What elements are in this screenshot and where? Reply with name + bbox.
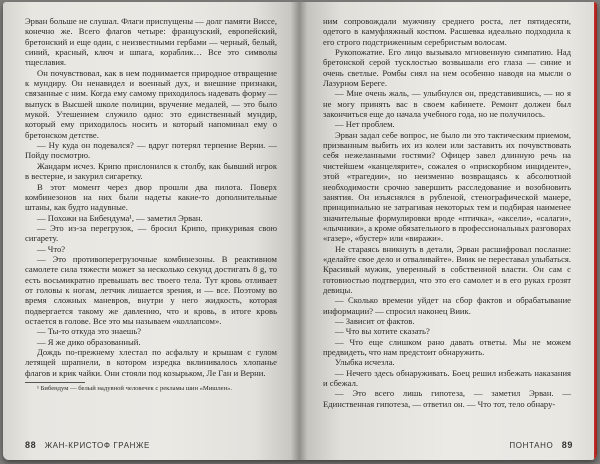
paragraph: — Это противоперегрузочные комбинезоны. В реактивном самолете сила тяжести может за несколько секунд достигать 8 g, то есть восьмикратно превышать вес твоего тела. Тут кровь отливает от головы к ногам, летчик лишается зрения, и — все. Поэтому во время сложных маневров, внутри у него жидкость, которая подвергается такому же давлению, что и кровь, в итоге кровь остается в голове. Все это мы называем «коллапсом». (25, 253, 277, 326)
paragraph: — Похожи на Бибендума¹, — заметил Эрван. (37, 212, 203, 223)
paragraph: — Ты-то откуда это знаешь? (37, 326, 142, 337)
left-page (3, 2, 299, 460)
paragraph: Улыбка исчезла. (335, 357, 395, 368)
paragraph: — Зависит от фактов. (335, 315, 415, 326)
paragraph: — Нечего здесь обнаруживать. Боец решил избежать наказания и сбежал. (323, 367, 571, 389)
running-head-author: ЖАН-КРИСТОФ ГРАНЖЕ (44, 440, 150, 450)
paragraph: В этот момент через двор прошли два пилота. Поверх комбинезонов на них были надеты какие-то дополнительные штаны, как будто надувные. (25, 181, 277, 213)
paragraph: — Нет проблем. (335, 119, 395, 130)
paragraph: — Что еще слишком рано давать ответы. Мы не можем предвидеть, что нам предстоит обнаружить. (323, 336, 571, 357)
paragraph: Он почувствовал, как в нем поднимается природное отвращение к мундиру. Он ненавидел и военный дух, и внешние признаки, связанные с ним. Когда ему самому приходилось надевать форму — выпуск в Высшей школе полиции, вручение медалей, — это было мукой. Утешением служило одно: это единственный мундир, который ему приходилось носить и который напоминал ему о бретонском детстве. (25, 67, 277, 140)
paragraph: — Ну куда он подевался? — вдруг потерял терпение Верни. — Пойду посмотрю. (25, 140, 277, 161)
paragraph: Рукопожатие. Его лицо вызывало мгновенную симпатию. Над бретонской серой тусклостью возвышали его глаза — синие и очень светлые. Ромбы сиял на нем особенно наводя на мысли о Лазурном Береге. (323, 47, 571, 89)
paragraph: — Что? (37, 243, 66, 254)
footnote-rule (25, 382, 85, 383)
right-page (299, 2, 597, 460)
left-page-footer (25, 440, 150, 451)
paragraph: Не стараясь вникнуть в детали, Эрван расшифровал послание: «делайте свое дело и отваливайте». Виик не переставал улыбаться. Красивый мужик, уверенный в собственной власти. Он сам с готовностью подтвердил, что это его самолет и в его руках грозят девицы. (323, 243, 571, 295)
paragraph: ним сопровождали мужчину среднего роста, лет пятидесяти, одетого в камуфляжный костюм. Расшевка идеально подходила к его строго подстриженным серебристым волосам. (323, 16, 571, 47)
right-page-footer (509, 440, 573, 451)
footnote: ¹ Бибендум — белый надувной человечек с рекламы шин «Мишлен». (37, 385, 233, 393)
paragraph: Жандарм исчез. Крипо прислонился к столбу, как бывший игрок в вестерне, и закурил сигаретку. (25, 160, 277, 182)
paragraph: — Мне очень жаль, — улыбнулся он, представившись, — но я не могу принять вас в своем кабинете. Ремонт должен был закончиться еще до начала учебного года, но не получилось. (323, 88, 571, 120)
paragraph: — Что вы хотите сказать? (335, 326, 430, 337)
page-number: 89 (561, 439, 573, 450)
left-page-text (25, 16, 277, 393)
paragraph: — Сколько времени уйдет на сбор фактов и обрабатывание информации? — спросил наконец Виик. (323, 295, 571, 316)
paragraph: Эрван задал себе вопрос, не было ли это тактическим приемом, призванным выбить их из колеи или заставить их почувствовать себя нежеланными гостями? Офицер завел длинную речь на чистейшем «канцелярите», сожалея о «прискорбном инциденте», этой «трагедии», но неизменно возвращаясь к абсолютной необходимости срочно завершить расследование и возобновить занятия. Он изъяснялся в рубленой, стенографической манере, принципиально не затрагивая некоторых тем и подбирая наименее значительные формулировки вроде «птичка», «аксели», «салаги», «лычники», а кроме обязательного в профессиональных разговорах «газер», «бустер» или «виражи». (323, 129, 571, 244)
right-page-text (323, 16, 571, 409)
paragraph: — Это всего лишь гипотеза, — заметил Эрван. — Единственная гипотеза, — ответил он. — Что тот, тело обнару- (323, 388, 571, 409)
paragraph: — Это из-за перегрузок, — бросил Крипо, прикуривая свою сигарету. (25, 222, 277, 244)
paragraph: Эрван больше не слушал. Флаги приспущены — долг памяти Виссе, конечно же. Всего флагов четыре: французский, европейский, бретонский и еще один, с неизвестными гербами — черный, белый, синий, красный, ключ и шпага, кораблик… Все это символы тщеславия. (25, 16, 277, 68)
running-head-title: ПОНТАНО (509, 440, 554, 450)
paragraph: — Я же дико образованный. (37, 336, 141, 347)
open-book (3, 2, 597, 460)
page-number: 88 (25, 439, 37, 450)
paragraph: Дождь по-прежнему хлестал по асфальту и крышам с гулом летящей шрапнели, в котором изредка вклинивалось хлопанье флагов и крик чайки. Они стояли под козырьком, Ле Ган и Верни. (25, 347, 277, 378)
